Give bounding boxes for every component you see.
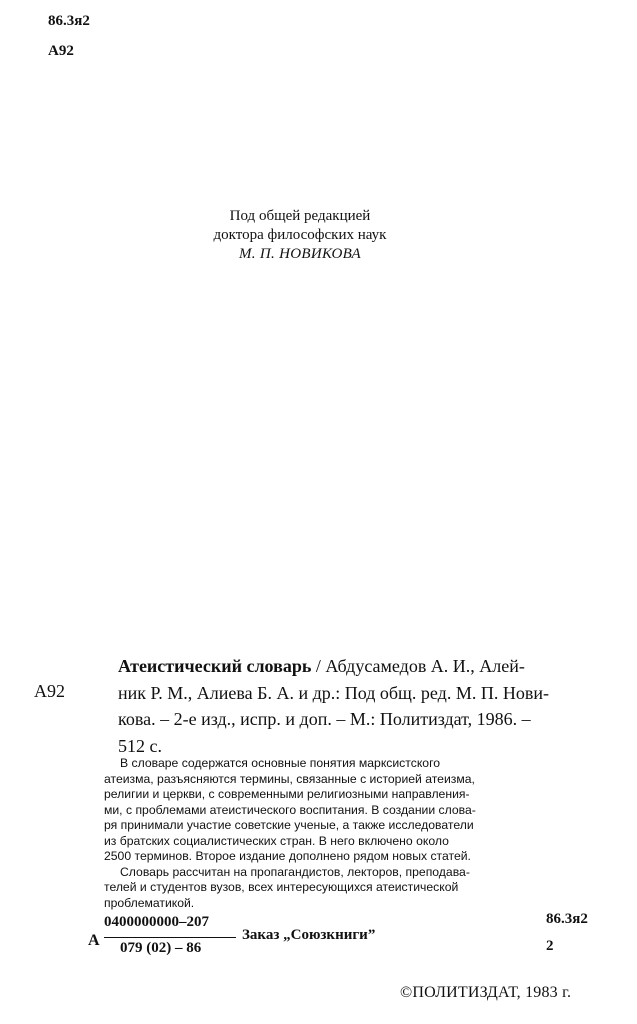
biblio-line [118,653,608,680]
annotation-line: религии и церкви, с современными религиозными направления- [104,787,470,801]
annotation-line: атеизма, разъясняются термины, связанные с историей атеизма, [104,771,475,786]
editorial-block [150,207,450,264]
copyright-notice: ©ПОЛИТИЗДАТ, 1983 г. [400,984,572,1001]
order-denominator: 079 (02) – 86 [120,940,202,956]
annotation-line: ря принимали участие советские ученые, а также исследователи [104,818,474,832]
annotation-line: В словаре содержатся основные понятия марксистского [120,756,441,770]
order-label: Заказ „Союзкниги” [242,927,376,943]
author-mark: А92 [48,43,74,59]
biblio-line: кова. – 2-е изд., испр. и доп. – М.: Политиздат, 1986. – [118,709,531,729]
bibliographic-record [118,653,608,759]
biblio-line: ник Р. М., Алиева Б. А. и др.: Под общ. ред. М. П. Нови- [118,682,549,703]
bbk-index: 86.3я2 [48,13,90,29]
editor-name: М. П. НОВИКОВА [238,246,362,262]
annotation-line: проблематикой. [104,895,195,910]
biblio-line: 512 с. [118,735,162,756]
annotation [104,756,604,911]
fraction-rule [104,937,236,938]
annotation-line: ми, с проблемами атеистического воспитания. В создании слова- [104,802,476,817]
order-numerator: 0400000000–207 [104,914,209,930]
annotation-line: Словарь рассчитан на пропагандистов, лекторов, преподава- [120,864,470,879]
biblio-line-text: / Абдусамедов А. И., Алей- [311,656,525,676]
editorial-line-1: Под общей редакцией [229,208,371,224]
annotation-line: из братских социалистических стран. В него включено около [104,833,449,848]
book-title: Атеистический словарь [118,656,312,676]
order-letter: А [88,932,100,949]
annotation-line: телей и студентов вузов, всех интересующихся атеистической [104,880,459,894]
bbk-index-bottom: 86.3я2 [546,911,588,927]
catalog-author-mark: А92 [34,681,65,701]
editorial-line-2: доктора философских наук [213,227,387,243]
bbk-number-bottom: 2 [546,938,554,954]
annotation-line: 2500 терминов. Второе издание дополнено рядом новых статей. [104,849,471,863]
